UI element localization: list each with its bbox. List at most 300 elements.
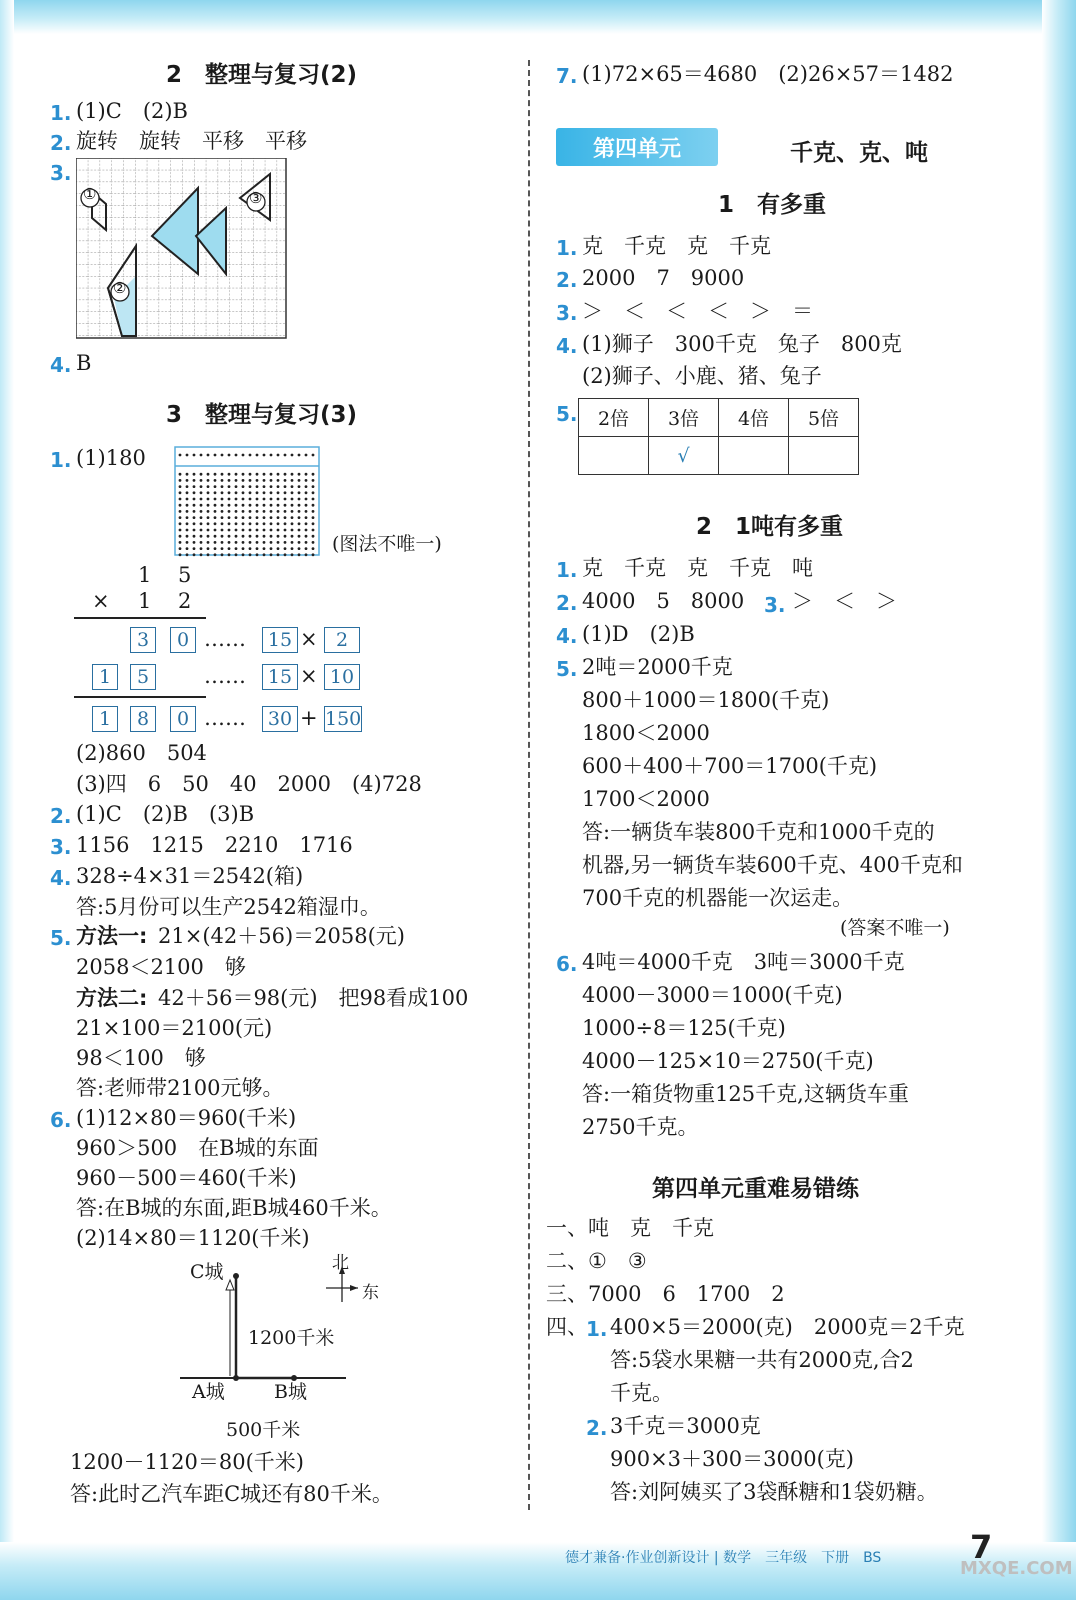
dot [228,504,231,507]
answer-text: 2058＜2100 够 [76,955,246,979]
dot [214,491,217,494]
dot [200,454,203,457]
answer-text: (3)四 6 50 40 2000 (4)728 [76,772,422,796]
dot [179,541,182,544]
dot [235,541,238,544]
dot [270,529,273,532]
dot [298,473,301,476]
dot [256,473,259,476]
dot [305,535,308,538]
dot [186,529,189,532]
dot [179,547,182,550]
dot [186,473,189,476]
dot [298,479,301,482]
multiplication-line [74,617,206,619]
dot [221,547,224,550]
dot [298,454,301,457]
table-cell [789,437,859,475]
answer-text: 1000÷8＝125(千克) [582,1016,786,1040]
dot [221,535,224,538]
decorative-border-left [0,0,14,1600]
dot [186,479,189,482]
dot [277,553,280,556]
dot [242,485,245,488]
dot [228,529,231,532]
dot [291,516,294,519]
dot [221,454,224,457]
answer-text: 21×(42＋56)＝2058(元) [158,924,405,948]
dot [298,498,301,501]
dot [249,504,252,507]
table-header-cell: 4倍 [719,399,789,437]
dot [179,522,182,525]
dot [228,491,231,494]
dot [235,516,238,519]
dot [312,541,315,544]
dot [193,522,196,525]
answer-box: 3 [130,627,156,653]
dot [200,504,203,507]
dot [312,529,315,532]
dot [305,529,308,532]
dot [214,473,217,476]
answer-text: (2)14×80＝1120(千米) [76,1226,310,1250]
dot [291,553,294,556]
dot [207,529,210,532]
dot [284,510,287,513]
answer-text: ＞ ＜ ＜ ＜ ＞ ＝ [582,299,813,323]
dot [200,516,203,519]
dot [298,491,301,494]
dot [284,553,287,556]
dot [312,504,315,507]
dot [214,485,217,488]
dot [235,491,238,494]
dot [221,522,224,525]
dot [207,541,210,544]
dot [291,541,294,544]
question-number: 6. [556,952,578,976]
dot [221,473,224,476]
answer-text: 答:老师带2100元够。 [76,1076,284,1100]
answer-text: (1)72×65＝4680 (2)26×57＝1482 [582,62,954,86]
dot [284,541,287,544]
answer-text: 克 千克 克 千克 [582,234,771,258]
dot [186,491,189,494]
answer-text: 旋转 旋转 平移 平移 [76,129,307,153]
question-number: 4. [556,624,578,648]
answer-box: 5 [130,664,156,690]
dot [207,473,210,476]
dot [214,516,217,519]
dot [270,454,273,457]
dot [186,547,189,550]
dot [256,510,259,513]
dot [242,491,245,494]
answer-text: 1200－1120＝80(千米) [70,1450,304,1474]
dot [214,553,217,556]
dot [298,553,301,556]
dot [298,510,301,513]
dot [221,479,224,482]
decorative-border-right [1042,0,1076,1600]
dot [263,516,266,519]
dot [277,522,280,525]
dot [186,454,189,457]
dot [221,504,224,507]
dot [263,529,266,532]
map-label-b: B城 [274,1381,307,1403]
dot [207,516,210,519]
dot [263,553,266,556]
answer-text: 960－500＝460(千米) [76,1166,297,1190]
answer-text: (1)D (2)B [582,622,695,646]
dot [270,485,273,488]
method-label: 方法一: [76,924,148,948]
operator: + [300,706,318,730]
dot [256,491,259,494]
multiple-table [578,398,859,475]
dot [298,529,301,532]
dot [256,479,259,482]
answer-text: 900×3＋300＝3000(克) [610,1447,854,1471]
dot [256,547,259,550]
dot [193,553,196,556]
question-number: 4. [50,866,72,890]
dot [284,485,287,488]
dot [284,498,287,501]
answer-text: 1156 1215 2210 1716 [76,833,353,857]
dot [291,529,294,532]
dot [186,516,189,519]
table-header-cell: 2倍 [579,399,649,437]
dot [312,491,315,494]
dot [193,479,196,482]
question-number: 3. [764,593,786,617]
answer-text: (1)C (2)B (3)B [76,802,255,826]
dot [263,535,266,538]
dot [277,529,280,532]
footer-text: 德才兼备·作业创新设计 | 数学 三年级 下册 BS [565,1550,882,1566]
dot [263,479,266,482]
question-number: 6. [50,1108,72,1132]
dot [179,553,182,556]
dot [242,504,245,507]
dot [291,473,294,476]
dot [214,479,217,482]
dot [312,485,315,488]
answer-text: 4吨＝4000千克 3吨＝3000千克 [582,950,905,974]
unit-badge: 第四单元 [556,128,718,166]
dot [186,485,189,488]
dot [256,553,259,556]
dot [284,547,287,550]
answer-text: 42＋56＝98(元) 把98看成100 [158,986,469,1010]
answer-text: 4000－125×10＝2750(千克) [582,1049,874,1073]
dot [200,510,203,513]
dot [256,535,259,538]
dot [228,535,231,538]
answer-text: 答:一辆货车装800千克和1000千克的 [582,820,935,844]
question-number: 2. [50,131,72,155]
dot [179,473,182,476]
answer-box: 30 [262,706,298,732]
dot [235,547,238,550]
dot [242,479,245,482]
dot [186,553,189,556]
decorative-border-bottom [0,1542,1076,1600]
dot [193,473,196,476]
column-divider [528,60,530,1510]
map-label-500: 500千米 [226,1419,301,1441]
dot [249,491,252,494]
dot [270,516,273,519]
dot [270,498,273,501]
dot [235,485,238,488]
dot [235,535,238,538]
question-number: 7. [556,64,578,88]
dot [193,454,196,457]
dot [228,522,231,525]
multiplication-line [74,696,206,698]
dot [214,504,217,507]
dot [214,454,217,457]
dot [277,510,280,513]
dot [305,516,308,519]
dot [186,541,189,544]
question-number: 1. [586,1317,608,1341]
answer-text: 答:在B城的东面,距B城460千米。 [76,1196,392,1220]
dot [200,535,203,538]
dot [277,454,280,457]
dot [305,479,308,482]
dot [179,504,182,507]
dot [221,491,224,494]
dot [214,535,217,538]
table-cell [719,437,789,475]
dot [179,491,182,494]
part-label: 二、 [546,1249,588,1273]
dot [214,522,217,525]
dot [193,498,196,501]
dot [193,529,196,532]
dot [277,491,280,494]
dot [277,498,280,501]
dot [193,516,196,519]
shape-label-2: ② [113,279,127,297]
question-number: 1. [556,558,578,582]
answer-text: 答:5袋水果糖一共有2000克,合2 [610,1348,914,1372]
dot [249,522,252,525]
answer-text: 2000 7 9000 [582,266,745,290]
dot [305,547,308,550]
dot [263,522,266,525]
dot [256,529,259,532]
answer-box: 2 [324,627,360,653]
operator: × [300,664,318,688]
question-number: 1. [50,448,72,472]
dot [186,535,189,538]
answer-box: 8 [130,706,156,732]
dot [221,516,224,519]
dot [200,498,203,501]
answer-text: (2)860 504 [76,741,207,765]
dot [249,454,252,457]
dot [179,510,182,513]
shape-label-1: ① [83,185,97,203]
dot-array-figure [174,446,322,558]
dot [249,547,252,550]
answer-text: 700千克的机器能一次运走。 [582,886,854,910]
dot [298,485,301,488]
multiplication-sign: × [92,589,110,613]
dot [305,491,308,494]
dot [312,535,315,538]
dot [256,498,259,501]
dot [298,516,301,519]
decorative-border-top [0,0,1076,34]
dot [249,510,252,513]
multiplication-top: 1 5 [138,563,202,587]
dot [284,479,287,482]
dot [228,553,231,556]
dot [207,498,210,501]
answer-text: 4000－3000＝1000(千克) [582,983,843,1007]
dot [312,516,315,519]
unit-title: 千克、克、吨 [790,140,928,166]
dot [207,547,210,550]
dot [291,547,294,550]
dot [200,522,203,525]
answer-text: 答:一箱货物重125千克,这辆货车重 [582,1082,909,1106]
dot [228,479,231,482]
answer-text: 2750千克。 [582,1115,699,1139]
dot [305,485,308,488]
dot [263,454,266,457]
dot [200,541,203,544]
dot [291,491,294,494]
dot [242,522,245,525]
dot [312,498,315,501]
question-number: 3. [556,301,578,325]
dot [291,454,294,457]
dot [228,485,231,488]
dot [256,541,259,544]
dot [242,454,245,457]
part-label: 四、 [546,1315,588,1339]
section-title-review-2: 2 整理与复习(2) [166,62,358,88]
dot [235,553,238,556]
dot [179,498,182,501]
answer-text: ＞ ＜ ＞ [792,589,897,613]
dot [263,504,266,507]
dot [242,535,245,538]
answer-text: 21×100＝2100(元) [76,1016,273,1040]
dot [242,547,245,550]
question-number: 2. [50,804,72,828]
dot [179,529,182,532]
dot [200,529,203,532]
section-title-review-3: 3 整理与复习(3) [166,402,358,428]
dot [284,516,287,519]
dot [277,535,280,538]
dot [242,473,245,476]
answer-box: 15 [262,664,298,690]
dot [179,516,182,519]
dot [228,473,231,476]
dot [221,485,224,488]
dot [277,479,280,482]
answer-text: 机器,另一辆货车装600千克、400千克和 [582,853,963,877]
dot [193,510,196,513]
dot [270,553,273,556]
dot [256,454,259,457]
check-mark-cell: √ [649,437,719,475]
dot [200,491,203,494]
dot [263,547,266,550]
section-title-practice: 第四单元重难易错练 [652,1176,859,1202]
dot [284,535,287,538]
dot [284,529,287,532]
dot [179,479,182,482]
dot [263,491,266,494]
dot [270,541,273,544]
dot [270,547,273,550]
answer-text: 千克。 [610,1381,673,1405]
dot [256,504,259,507]
dot [256,516,259,519]
answer-text: (2)狮子、小鹿、猪、兔子 [582,364,822,388]
dot [256,485,259,488]
answer-text: 克 千克 克 千克 吨 [582,556,813,580]
answer-text: B [76,351,92,375]
dot [312,510,315,513]
dot [312,479,315,482]
dot [305,510,308,513]
watermark: MXQE.COM [960,1558,1073,1579]
table-cell [579,437,649,475]
answer-text: 吨 克 千克 [588,1216,714,1240]
dot [207,553,210,556]
dot [277,541,280,544]
dot [179,454,182,457]
dot [312,547,315,550]
question-number: 2. [586,1416,608,1440]
dot [235,473,238,476]
ellipsis: …… [204,664,246,688]
map-label-north: 北 [332,1253,349,1273]
dot [228,516,231,519]
table-header-cell: 3倍 [649,399,719,437]
question-number: 5. [556,657,578,681]
dot [305,522,308,525]
dot [200,485,203,488]
dot [291,535,294,538]
dot [249,479,252,482]
dot [284,491,287,494]
dot [221,541,224,544]
dot [235,510,238,513]
dot [298,535,301,538]
dot [249,529,252,532]
dot [270,510,273,513]
dot [277,504,280,507]
dot [298,547,301,550]
dot [221,553,224,556]
dot [263,485,266,488]
question-number: 3. [50,161,72,185]
answer-text: 答:此时乙汽车距C城还有80千米。 [70,1482,393,1506]
